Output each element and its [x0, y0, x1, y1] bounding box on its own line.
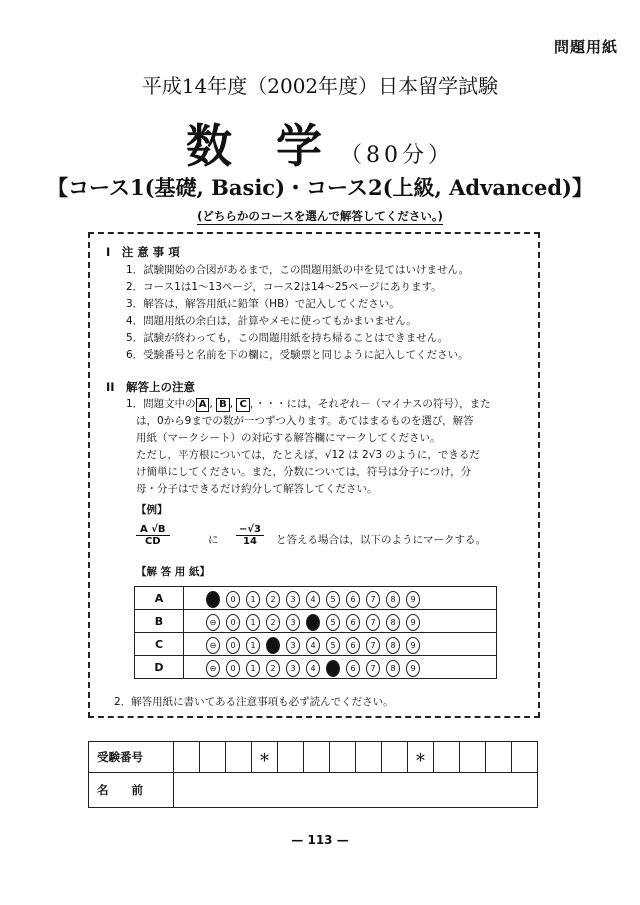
bubble-row — [135, 633, 497, 656]
bubble[interactable]: 5 — [326, 614, 340, 631]
bubble[interactable]: 0 — [226, 591, 240, 608]
bubble[interactable]: 2 — [266, 614, 280, 631]
bubble[interactable]: 5 — [326, 591, 340, 608]
bubble-filled[interactable]: ⊖ — [206, 591, 220, 608]
bubble[interactable]: 3 — [286, 614, 300, 631]
exam-number-box[interactable] — [278, 742, 304, 773]
answer-fraction — [236, 524, 264, 547]
list-item: 6．受験番号と名前を下の欄に，受験票と同じように記入してください。 — [126, 349, 469, 361]
bubble[interactable]: 8 — [386, 637, 400, 654]
section2-heading: II 解答上の注意 — [106, 380, 196, 394]
bubble[interactable]: 8 — [386, 591, 400, 608]
answer-denominator: 14 — [243, 536, 257, 547]
section2-item1: 1．問題文中の A , B , C ，・・・には，それぞれ－（マイナスの符号），また — [126, 398, 491, 410]
example-fraction — [136, 524, 170, 547]
bubble[interactable]: ⊖ — [206, 660, 220, 677]
paper-type-label: 問題用紙 — [553, 38, 618, 56]
bubble-row — [135, 656, 497, 679]
answer-box-b: B — [216, 398, 230, 412]
course-line: 【コース1(基礎, Basic)・コース2(上級, Advanced)】 — [47, 175, 593, 200]
id-form — [88, 741, 538, 808]
bubble[interactable]: 2 — [266, 591, 280, 608]
answer-sheet-table — [134, 586, 497, 679]
bubble[interactable]: 3 — [286, 637, 300, 654]
bubble[interactable]: 9 — [406, 614, 420, 631]
bubble[interactable]: 0 — [226, 660, 240, 677]
exam-number-box[interactable] — [226, 742, 252, 773]
section2-text — [126, 396, 538, 498]
exam-number-box[interactable] — [486, 742, 512, 773]
bubble[interactable]: 9 — [406, 660, 420, 677]
bubble[interactable]: 6 — [346, 637, 360, 654]
answer-box-a: A — [196, 398, 210, 412]
bubble[interactable]: 0 — [226, 614, 240, 631]
bubble[interactable]: 8 — [386, 660, 400, 677]
subject-title: 数 学 — [185, 119, 336, 173]
bubble[interactable]: 7 — [366, 614, 380, 631]
bubble[interactable]: 6 — [346, 591, 360, 608]
list-item: ただし，平方根については，たとえば，√12 は 2√3 のように，できるだ — [136, 449, 480, 461]
bubble-cell — [184, 587, 497, 610]
exam-duration: （80分） — [340, 143, 454, 168]
bubble[interactable]: 7 — [366, 660, 380, 677]
bubble[interactable]: 1 — [246, 614, 260, 631]
bubble-row-label: C — [135, 633, 184, 656]
subject-heading — [0, 110, 640, 176]
exam-number-separator: ＊ — [408, 742, 434, 773]
bubble[interactable]: 0 — [226, 637, 240, 654]
exam-number-box[interactable] — [356, 742, 382, 773]
list-item: 4．問題用紙の余白は，計算やメモに使ってもかまいません。 — [126, 315, 417, 327]
bubble[interactable]: 6 — [346, 660, 360, 677]
bubble[interactable]: 7 — [366, 637, 380, 654]
bubble[interactable]: 7 — [366, 591, 380, 608]
list-item: け簡単にしてください。また，分数については，符号は分子につけ，分 — [136, 466, 472, 478]
list-item: 2．コース1は1～13ページ，コース2は14～25ページにあります。 — [126, 281, 442, 293]
list-item: 1．試験開始の合図があるまで，この問題用紙の中を見てはいけません。 — [126, 264, 470, 276]
bubble-filled[interactable]: 2 — [266, 637, 280, 654]
exam-title: 平成14年度（2002年度）日本留学試験 — [141, 74, 499, 98]
exam-number-box[interactable] — [174, 742, 200, 773]
bubble[interactable]: 4 — [306, 660, 320, 677]
bubble[interactable]: ⊖ — [206, 614, 220, 631]
section1-heading: I 注 意 事 項 — [106, 245, 180, 259]
bubble[interactable]: 3 — [286, 660, 300, 677]
sheet-label: 【解 答 用 紙】 — [136, 566, 210, 578]
section1-list — [126, 262, 536, 364]
bubble[interactable]: 1 — [246, 637, 260, 654]
bubble-row — [135, 587, 497, 610]
exam-number-box[interactable] — [512, 742, 538, 773]
bubble[interactable]: 2 — [266, 660, 280, 677]
list-item: 母・分子はできるだけ約分して解答してください。 — [136, 483, 378, 495]
bubble-row-label: D — [135, 656, 184, 679]
bubble[interactable]: 4 — [306, 591, 320, 608]
bubble[interactable]: 8 — [386, 614, 400, 631]
exam-number-label: 受験番号 — [89, 742, 174, 773]
list-item: 用紙（マークシート）の対応する解答欄にマークしてください。 — [136, 432, 441, 444]
bubble[interactable]: 9 — [406, 591, 420, 608]
example-tail: と答える場合は，以下のようにマークする。 — [276, 534, 486, 546]
exam-number-box[interactable] — [382, 742, 408, 773]
exam-number-box[interactable] — [200, 742, 226, 773]
list-item: 3．解答は，解答用紙に鉛筆（HB）で記入してください。 — [126, 298, 400, 310]
exam-number-box[interactable] — [330, 742, 356, 773]
list-item: は，0から9までの数が一つずつ入ります。あてはまるものを選び，解答 — [136, 415, 474, 427]
bubble[interactable]: 4 — [306, 637, 320, 654]
answer-numerator: −√3 — [236, 524, 264, 536]
name-field[interactable] — [174, 773, 538, 808]
bubble-cell — [184, 633, 497, 656]
bubble[interactable]: ⊖ — [206, 637, 220, 654]
name-label: 名 前 — [89, 773, 174, 808]
example-ni: に — [208, 534, 219, 546]
answer-box-c: C — [236, 398, 249, 412]
bubble-row-label: B — [135, 610, 184, 633]
list-item: 5．試験が終わっても，この問題用紙を持ち帰ることはできません。 — [126, 332, 449, 344]
exam-number-separator: ＊ — [252, 742, 278, 773]
notice-box — [88, 232, 540, 718]
example-label: 【例】 — [136, 504, 168, 516]
bubble-cell — [184, 610, 497, 633]
bubble[interactable]: 9 — [406, 637, 420, 654]
bubble[interactable]: 3 — [286, 591, 300, 608]
bubble[interactable]: 1 — [246, 591, 260, 608]
bubble[interactable]: 1 — [246, 660, 260, 677]
bubble[interactable]: 5 — [326, 637, 340, 654]
exam-number-box[interactable] — [304, 742, 330, 773]
fraction-denominator: CD — [144, 536, 161, 547]
bubble-filled[interactable]: 5 — [326, 660, 340, 677]
exam-number-box[interactable] — [460, 742, 486, 773]
exam-number-box[interactable] — [434, 742, 460, 773]
page-number: — 113 — — [291, 833, 349, 847]
bubble-cell — [184, 656, 497, 679]
bubble-row — [135, 610, 497, 633]
bubble-row-label: A — [135, 587, 184, 610]
fraction-numerator: A √B — [136, 524, 170, 536]
bubble[interactable]: 6 — [346, 614, 360, 631]
course-choice-note: (どちらかのコースを選んで解答してください。) — [197, 209, 443, 223]
bubble-filled[interactable]: 4 — [306, 614, 320, 631]
section2-item2: 2．解答用紙に書いてある注意事項も必ず読んでください。 — [114, 696, 394, 708]
